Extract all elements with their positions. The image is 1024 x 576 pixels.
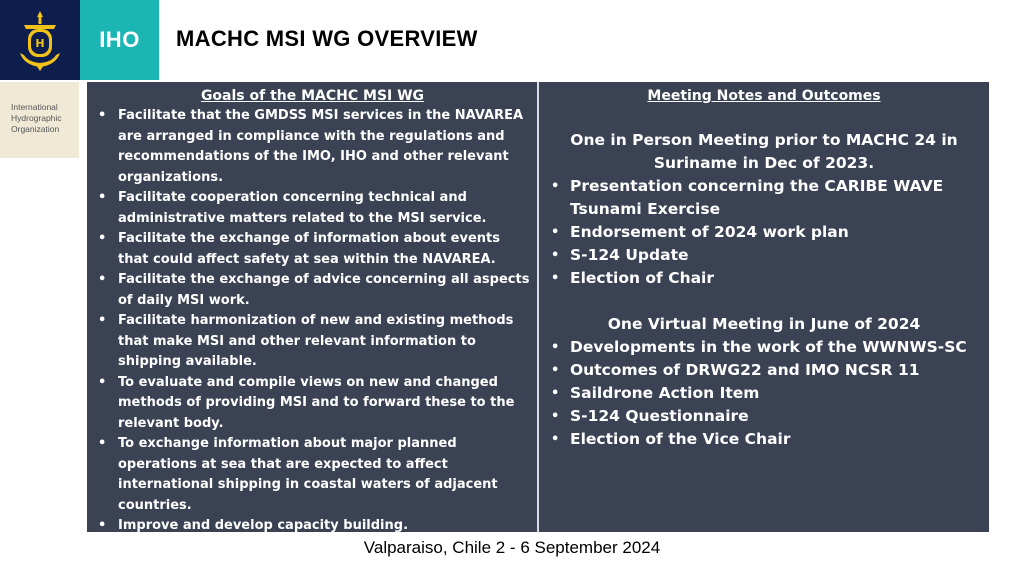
- iho-emblem-logo: [0, 0, 80, 80]
- iho-logo: [80, 0, 159, 80]
- outcome-item: • Presentation concerning the CARIBE WAVE Tsunami Exercise: [547, 175, 981, 221]
- org-name-line-2: Hydrographic: [11, 113, 62, 123]
- goal-item: • Facilitate harmonization of new and existing methods that make MSI and other relevant information to shipping available.: [95, 311, 530, 373]
- footer: [0, 538, 1024, 558]
- anchor-crest-icon: [14, 7, 66, 73]
- outcome-item: • Saildrone Action Item: [547, 382, 981, 405]
- outcome-item: • S-124 Update: [547, 244, 981, 267]
- goals-list: [95, 106, 530, 537]
- page-title: MACHC MSI WG OVERVIEW: [176, 26, 478, 51]
- outcome-item: • Election of Chair: [547, 267, 981, 290]
- goal-item: • Facilitate cooperation concerning technical and administrative matters related to the MSI service.: [95, 188, 530, 229]
- virtual-outcomes-list: [547, 336, 981, 451]
- iho-logo-text: IHO: [99, 27, 140, 52]
- org-name-line-3: Organization: [11, 124, 60, 134]
- goal-item: • Improve and develop capacity building.: [95, 516, 530, 537]
- outcome-item: • Endorsement of 2024 work plan: [547, 221, 981, 244]
- goal-item: • Facilitate the exchange of information about events that could affect safety at sea within the NAVAREA.: [95, 229, 530, 270]
- footer-location-date: Valparaiso, Chile 2 - 6 September 2024: [363, 538, 661, 557]
- outcome-item: • S-124 Questionnaire: [547, 405, 981, 428]
- meetings-panel: [539, 82, 989, 532]
- goal-item: • Facilitate the exchange of advice concerning all aspects of daily MSI work.: [95, 270, 530, 311]
- goals-heading: Goals of the MACHC MSI WG: [200, 88, 425, 104]
- in-person-meeting-intro: One in Person Meeting prior to MACHC 24 in Suriname in Dec of 2023.: [570, 131, 958, 172]
- svg-text:H: H: [35, 37, 45, 50]
- meetings-heading: Meeting Notes and Outcomes: [647, 88, 881, 104]
- outcome-item: • Election of the Vice Chair: [547, 428, 981, 451]
- org-name-line-1: International: [11, 102, 58, 112]
- in-person-outcomes-list: [547, 175, 981, 290]
- outcome-item: • Developments in the work of the WWNWS-SC: [547, 336, 981, 359]
- spacer: [547, 290, 981, 313]
- goal-item: • To evaluate and compile views on new and changed methods of providing MSI and to forward these to the relevant body.: [95, 373, 530, 435]
- goal-item: • To exchange information about major planned operations at sea that are expected to affect international shipping in coastal waters of adjacent countries.: [95, 434, 530, 516]
- goals-panel: [87, 82, 538, 532]
- organization-name: [0, 82, 79, 158]
- spacer: [547, 106, 981, 129]
- goal-item: • Facilitate that the GMDSS MSI services in the NAVAREA are arranged in compliance with the regulations and recommendations of the IMO, IHO and other relevant organizations.: [95, 106, 530, 188]
- outcome-item: • Outcomes of DRWG22 and IMO NCSR 11: [547, 359, 981, 382]
- virtual-meeting-intro: One Virtual Meeting in June of 2024: [607, 315, 921, 333]
